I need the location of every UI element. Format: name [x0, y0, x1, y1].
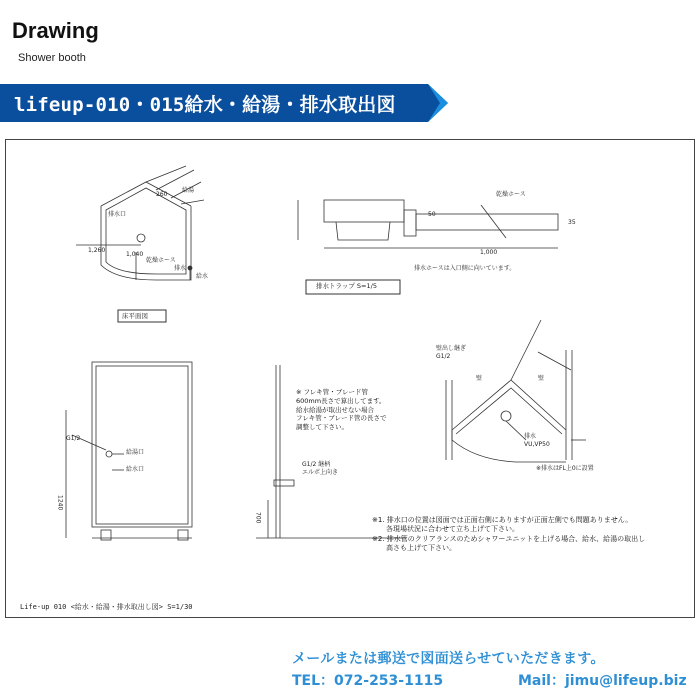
corner-label-g12: G1/2 [436, 353, 451, 360]
drawing-sheet [5, 139, 695, 618]
drawing-caption: Life-up 010 <給水・給湯・排水取出し図> S=1/30 [20, 603, 193, 611]
remark-line: 各現場状況に合わせて立ち上げて下さい。 [386, 525, 519, 534]
plan-label-haisui: 排水 [174, 265, 187, 272]
footer-tel[interactable]: TEL：072-253-1115 [292, 673, 444, 689]
pipe-notes [296, 388, 386, 432]
corner-label-kabe-right: 壁 [538, 375, 545, 382]
pipe-note-line: 給水給湯が取出せない場合 [296, 405, 374, 414]
trap-label-35: 35 [568, 219, 576, 226]
elev-label-1240: 1240 [56, 495, 64, 511]
footer-notice: メールまたは郵送で図面送らせていただきます。 [292, 651, 605, 667]
pipe-note-line: 調整して下さい。 [296, 423, 348, 432]
footer-mail[interactable]: Mail：jimu@lifeup.biz [518, 673, 687, 689]
page-subtitle: Shower booth [18, 52, 86, 64]
page-title: Drawing [12, 18, 99, 43]
plan-label-260: 260 [156, 191, 168, 198]
trap-label-50: 50 [428, 211, 436, 218]
floor-plan-drawing [76, 166, 204, 280]
elev-label-g12: G1/2 [66, 435, 81, 442]
plan-label-haisui-guchi: 排水口 [108, 211, 127, 218]
pipe-note-line: 600mm長さで算出してます。 [296, 396, 386, 405]
remark-line: 高さも上げて下さい。 [386, 544, 456, 553]
corner-label-vu: VU,VP50 [524, 441, 550, 448]
pipe-label-g12: G1/2 継柄 [302, 461, 331, 468]
remark-line: ※2. 排水管のクリアランスのためシャワーユニットを上げる場合、給水、給湯の取出し [372, 534, 646, 543]
plan-caption: 床平面図 [122, 312, 148, 320]
corner-label-wall-out: 壁出し継ぎ [436, 345, 467, 352]
plan-label-1040: 1,040 [126, 251, 144, 258]
banner-text: lifeup-010・015給水・給湯・排水取出図 [14, 94, 396, 116]
pipe-note-line: フレキ管・ブレード管の長さで [296, 414, 387, 423]
trap-label-hose: 乾燥ホース [496, 191, 526, 198]
plan-label-1260: 1,260 [88, 247, 106, 254]
elev-label-kyuto: 給湯口 [126, 449, 145, 456]
remark-line: ※1. 排水口の位置は図面では正面右側にありますが正面左側でも問題ありません。 [372, 516, 633, 524]
corner-label-kabe-left: 壁 [476, 375, 483, 382]
corner-detail-drawing [446, 320, 586, 462]
trap-note: 排水ホースは入口側に向いています。 [414, 265, 516, 272]
plan-label-hose: 乾燥ホース [146, 257, 176, 264]
pipe-note-line: ※ フレキ管・ブレード管 [296, 388, 368, 396]
elev-label-kyusui: 給水口 [126, 466, 145, 473]
trap-label-1000: 1,000 [480, 249, 498, 256]
footer-contact [292, 670, 687, 690]
corner-label-drain: 排水 [524, 433, 537, 440]
plan-label-kyusui: 給水 [196, 273, 209, 280]
trap-caption: 排水トラップ S=1/5 [316, 282, 377, 290]
elev-label-700: 700 [254, 512, 262, 524]
pipe-label-elbow: エルボ上向き [302, 469, 339, 476]
remarks [372, 516, 645, 554]
title-banner [0, 84, 448, 122]
plan-label-kyuto: 給湯 [182, 187, 195, 194]
corner-label-floor-note: ※排水はFL上0に設置 [536, 465, 594, 472]
